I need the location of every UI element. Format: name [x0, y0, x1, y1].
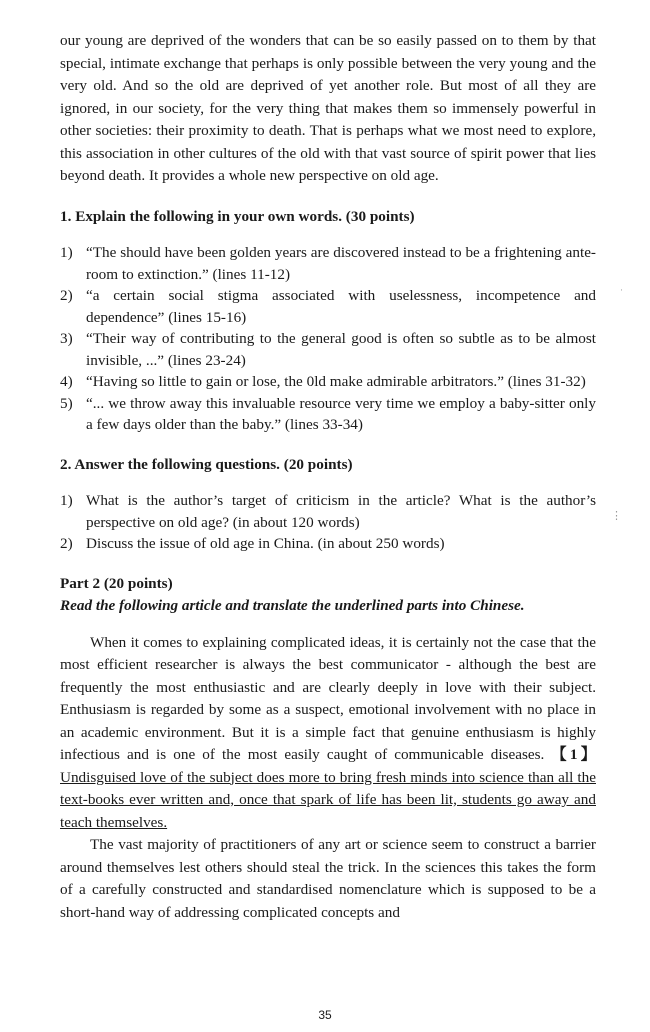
scan-speck: ⋮ — [611, 510, 622, 522]
article-paragraph-2: The vast majority of practitioners of any art or science seem to construct a barrier around themselves lest others should steal the trick. In the sciences this takes the form of a carefully constructed and standardised nomenclature which is supposed to be a short-hand way of addressing complicated concepts and — [60, 836, 596, 921]
article-paragraph-1: When it comes to explaining complicated ideas, it is certainly not the case that the most efficient researcher is always the best communicator - although the best are frequently the most enthusiastic and are clearly deeply in love with their subject. Enthusiasm is regarded by some as a suspect, emotional involvement with no place in an academic environment. But it is a simple fact that genuine enthusiasm is highly infectious and is one of the most easily caught of communicable diseases. 【1】Undisguised love of the subject does more to bring fresh minds into science than all the text-books ever written and, once that spark of life has been lit, students go away and teach themselves. — [60, 633, 596, 831]
scan-speck: · — [620, 285, 623, 295]
underlined-passage: Undisguised love of the subject does more to bring fresh minds into science than all the text-books ever written and, once that spark of life has been lit, students go away and teach themselves. — [60, 768, 596, 831]
page-number: 35 — [318, 1008, 332, 1022]
section1-list — [60, 242, 596, 436]
page-content — [60, 30, 596, 924]
part2-instruction: Read the following article and translate the underlined parts into Chinese. — [60, 597, 525, 614]
list-item: 1) What is the author’s target of criticism in the article? What is the author’s perspective on old age? (in about 120 words) — [60, 492, 596, 531]
section2-heading: 2. Answer the following questions. (20 points) — [60, 455, 353, 473]
list-item: 3) “Their way of contributing to the general good is often so subtle as to be almost invisible, ...” (lines 23-24) — [60, 330, 596, 369]
list-item: 2) Discuss the issue of old age in China. (in about 250 words) — [60, 535, 445, 552]
part2-title: Part 2 (20 points) — [60, 574, 173, 592]
intro-paragraph: our young are deprived of the wonders that can be so easily passed on to them by that special, intimate exchange that perhaps is only possible between the very young and the very old. And so the old are deprived of yet another role. But most of all they are ignored, in our society, for the very thing that makes them so immensely powerful in other societies: their proximity to death. That is perhaps what we most need to explore, this association in other cultures of the old with that vast source of spirit power that lies beyond death. It provides a whole new perspective on old age. — [60, 32, 596, 184]
list-item: 4) “Having so little to gain or lose, the 0ld make admirable arbitrators.” (lines 31-32) — [60, 373, 586, 390]
list-item: 5) “... we throw away this invaluable resource very time we employ a baby-sitter only a few days older than the baby.” (lines 33-34) — [60, 394, 596, 433]
section2-list — [60, 490, 596, 555]
section1-heading: 1. Explain the following in your own words. (30 points) — [60, 207, 415, 225]
translation-marker: 【1】 — [551, 746, 596, 763]
list-item: 2) “a certain social stigma associated with uselessness, incompetence and dependence” (lines 15-16) — [60, 287, 596, 326]
list-item: 1) “The should have been golden years are discovered instead to be a frightening ante-room to extinction.” (lines 11-12) — [60, 244, 596, 283]
